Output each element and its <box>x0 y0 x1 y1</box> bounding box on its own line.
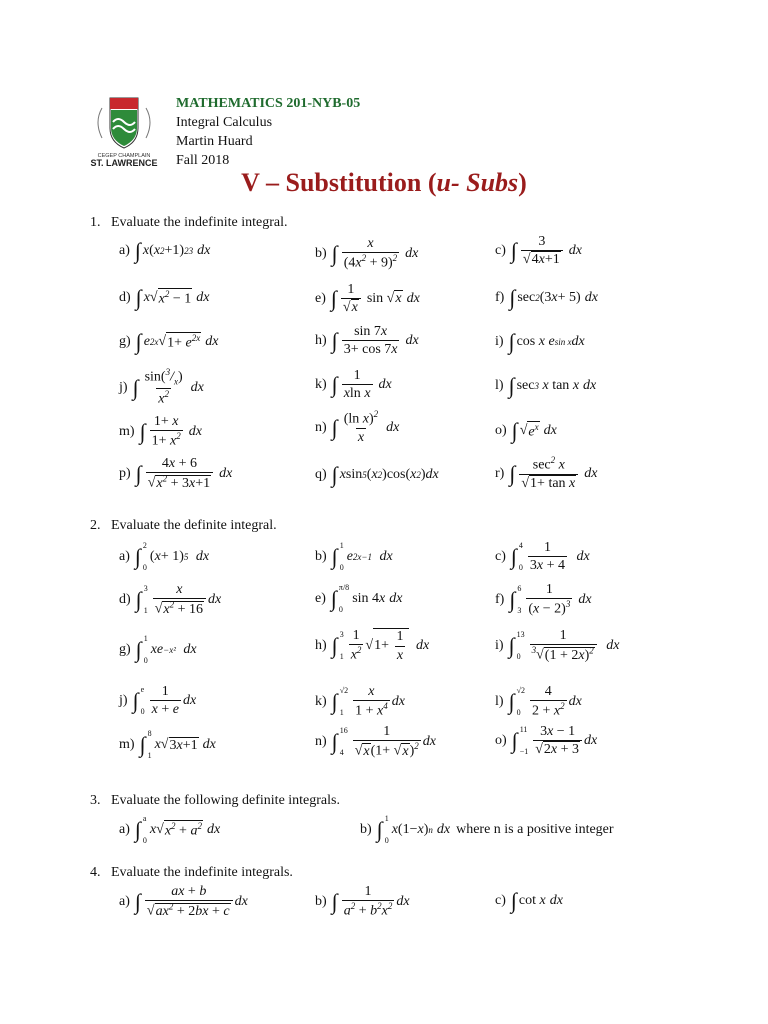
q2e: e) ∫ π/8 0 sin 4 x dx <box>315 583 403 614</box>
q2f: f) ∫ 6 3 $\frac{1}{(x - 2)^3}$ dx <box>495 582 592 618</box>
q1o: o) ∫ √ $e^x$ dx <box>495 418 557 443</box>
q2n: n) ∫ 16 4 $\frac{1}{√x(1+ √x)^2}$ dx <box>315 724 436 760</box>
page-title: V – Substitution (u- Subs) <box>241 168 527 197</box>
q4b: b) ∫ $\frac{1}{a^2 + b^2x^2}$ dx <box>315 884 410 920</box>
q2d: d) ∫ 3 1 $\frac{x}{√x^2 + 16}$ dx <box>119 582 222 618</box>
q3b: b) ∫ 1 0 x (1− x ) n dx where n is a positive integer <box>360 814 614 845</box>
q1b: b) ∫ $\frac{x}{(4x^2 + 9)^2}$ dx <box>315 236 419 272</box>
question-2: 2. Evaluate the definite integral. <box>90 518 277 533</box>
q1h: h) ∫ $\frac{\sin 7x}{3+ \cos 7x}$ dx <box>315 324 419 358</box>
q1i: i) ∫ cos x e sin x dx <box>495 329 585 354</box>
question-1: 1. Evaluate the indefinite integral. <box>90 215 288 230</box>
q2o: o) ∫ 11 −1 $\frac{3x - 1}{√2x + 3}$ dx <box>495 724 598 758</box>
q2i: i) ∫ 13 0 $\frac{1}{^3√(1 + 2x)^2}$ dx <box>495 628 620 664</box>
course-header <box>176 94 360 170</box>
question-3: 3. Evaluate the following definite integrals. <box>90 793 340 808</box>
term: Fall 2018 <box>176 153 230 168</box>
q2a: a) ∫ 2 0 ( x + 1) 5 dx <box>119 541 210 572</box>
q1g: g) ∫ e 2x √ $1+ e^{2x}$ dx <box>119 329 219 354</box>
q1q: q) ∫ x sin 5 ( x 2 )cos( x 2 ) dx <box>315 462 439 487</box>
q4c: c) ∫ cot x dx <box>495 888 563 913</box>
q4a: a) ∫ $\frac{ax + b}{√ax^2 + 2bx + c}$ dx <box>119 884 248 920</box>
q1m: m) ∫ $\frac{1+ x}{1+ x^2}$ dx <box>119 414 202 450</box>
q2k: k) ∫ √2 1 $\frac{x}{1 + x^4}$ dx <box>315 684 405 720</box>
q2g: g) ∫ 1 0 xe −x² dx <box>119 634 197 665</box>
q2j: j) ∫ e 0 $\frac{1}{x + e}$ dx <box>119 684 197 718</box>
q2c: c) ∫ 4 0 $\frac{1}{3x + 4}$ dx <box>495 540 590 574</box>
q2l: l) ∫ √2 0 $\frac{4}{2 + x^2}$ dx <box>495 684 582 720</box>
college-logo <box>80 94 168 168</box>
q1k: k) ∫ $\frac{1}{\text{xln x}}$ dx <box>315 368 392 402</box>
q1d: d) ∫ x√ $x^2 - 1$ dx <box>119 285 210 310</box>
q2h: h) ∫ 3 1 $\frac{1}{x^2}$ √ 1+ $\frac{1}{x}$ dx <box>315 628 430 664</box>
q1l: l) ∫ sec 3 x tan x dx <box>495 373 597 398</box>
logo-caption: CEGEP CHAMPLAIN <box>97 153 151 159</box>
q1p: p) ∫ $\frac{4x + 6}{√x^2 + 3x+1}$ dx <box>119 456 233 492</box>
q1r: r) ∫ $\frac{\sec^2 x}{\text{√1+ tan x}}$ dx <box>495 455 598 492</box>
q2b: b) ∫ 1 0 e 2x−1 dx <box>315 541 393 572</box>
logo-name: ST. LAWRENCE <box>90 158 158 168</box>
course-code: MATHEMATICS 201-NYB-05 <box>176 96 361 111</box>
q1a: a) ∫ x ( x 2 +1) 23 dx <box>119 238 211 263</box>
q1n: n) ∫ $\frac{(\ln x)^2}{x}$ dx <box>315 409 400 446</box>
q3b-note: where n is a positive integer <box>456 822 614 837</box>
q2m: m) ∫ 8 1 x√ 3x+1 dx <box>119 729 216 760</box>
q3a: a) ∫ a 0 x√ $x^2 + a^2$ dx <box>119 814 221 845</box>
q1f: f) ∫ sec 2 (3 x + 5) dx <box>495 285 598 310</box>
question-4: 4. Evaluate the indefinite integrals. <box>90 865 293 880</box>
teacher-name: Martin Huard <box>176 134 253 149</box>
q1e: e) ∫ $\frac{1}{√x}$ sin √ x dx <box>315 282 420 316</box>
course-subject: Integral Calculus <box>176 115 273 130</box>
q1j: j) ∫ $\frac{\sin(^3/_x)}{x^2}$ dx <box>119 367 204 407</box>
q1c: c) ∫ $\frac{3}{√4x+1}$ dx <box>495 234 582 268</box>
